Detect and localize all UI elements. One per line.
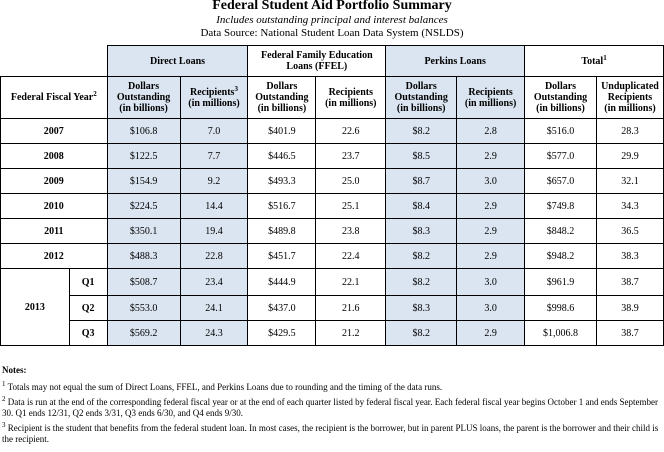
- cell-total-dollars: $1,006.8: [525, 321, 597, 346]
- cell-dl-dollars: $488.3: [107, 244, 180, 269]
- footnote-text: Recipient is the student that benefits from the federal student loan. In most cases, the recipient is the borrower, but in parent PLUS loans, the parent is the borrower and their child is the recipient.: [2, 423, 659, 444]
- cell-ffel-recipients: 21.2: [316, 321, 386, 346]
- cell-perkins-recipients: 2.9: [457, 194, 525, 219]
- cell-ffel-recipients: 23.8: [316, 219, 386, 244]
- cell-dl-recipients: 23.4: [180, 269, 248, 296]
- blank-corner: [1, 46, 108, 77]
- cell-perkins-recipients: 2.9: [457, 219, 525, 244]
- cell-dl-dollars: $106.8: [107, 119, 180, 144]
- table-row: [1, 194, 664, 219]
- cell-ffel-recipients: 22.4: [316, 244, 386, 269]
- cell-ffel-dollars: $446.5: [248, 144, 316, 169]
- cell-dl-recipients: 19.4: [180, 219, 248, 244]
- cell-dl-recipients: 22.8: [180, 244, 248, 269]
- row-year: 2011: [1, 219, 108, 244]
- cell-ffel-dollars: $401.9: [248, 119, 316, 144]
- page-title: Federal Student Aid Portfolio Summary: [212, 0, 452, 13]
- page-subtitle: Includes outstanding principal and interest balances: [216, 14, 448, 26]
- table-row: [1, 119, 664, 144]
- group-header-total: Total$^1$: [525, 46, 664, 77]
- footnote-marker: 3: [2, 421, 6, 429]
- row-year: 2008: [1, 144, 108, 169]
- cell-dl-dollars: $553.0: [107, 296, 180, 321]
- cell-total-dollars: $848.2: [525, 219, 597, 244]
- cell-ffel-dollars: $437.0: [248, 296, 316, 321]
- cell-ffel-dollars: $451.7: [248, 244, 316, 269]
- cell-perkins-dollars: $8.7: [386, 169, 457, 194]
- col-header-total-unduplicated: Unduplicated Recipients (in millions): [596, 77, 663, 119]
- table-row: [1, 269, 664, 296]
- cell-total-dollars: $998.6: [525, 296, 597, 321]
- cell-perkins-recipients: 3.0: [457, 269, 525, 296]
- cell-perkins-recipients: 2.9: [457, 144, 525, 169]
- cell-ffel-recipients: 25.0: [316, 169, 386, 194]
- table-row: [1, 169, 664, 194]
- table-row: [1, 244, 664, 269]
- footnote-1: [2, 382, 662, 393]
- cell-perkins-recipients: 2.9: [457, 321, 525, 346]
- cell-perkins-recipients: 3.0: [457, 296, 525, 321]
- row-quarter: Q1: [69, 269, 107, 296]
- footnote-text: Totals may not equal the sum of Direct Loans, FFEL, and Perkins Loans due to rounding and the timing of the data runs.: [7, 382, 443, 392]
- cell-dl-dollars: $350.1: [107, 219, 180, 244]
- col-header-dl-recipients: Recipients$^3$ (in millions): [180, 77, 248, 119]
- cell-perkins-recipients: 2.8: [457, 119, 525, 144]
- cell-total-recipients: 28.3: [596, 119, 663, 144]
- col-header-perkins-recipients: Recipients (in millions): [457, 77, 525, 119]
- cell-dl-dollars: $508.7: [107, 269, 180, 296]
- table-row: [1, 321, 664, 346]
- row-year: 2012: [1, 244, 108, 269]
- cell-ffel-dollars: $493.3: [248, 169, 316, 194]
- cell-dl-dollars: $224.5: [107, 194, 180, 219]
- cell-dl-recipients: 24.3: [180, 321, 248, 346]
- cell-total-recipients: 29.9: [596, 144, 663, 169]
- cell-total-recipients: 38.7: [596, 321, 663, 346]
- cell-ffel-recipients: 22.6: [316, 119, 386, 144]
- cell-dl-dollars: $569.2: [107, 321, 180, 346]
- cell-total-recipients: 32.1: [596, 169, 663, 194]
- cell-ffel-dollars: $489.8: [248, 219, 316, 244]
- col-header-ffel-recipients: Recipients (in millions): [316, 77, 386, 119]
- cell-perkins-dollars: $8.4: [386, 194, 457, 219]
- cell-ffel-recipients: 22.1: [316, 269, 386, 296]
- cell-perkins-dollars: $8.2: [386, 244, 457, 269]
- col-header-ffel-dollars: Dollars Outstanding (in billions): [248, 77, 316, 119]
- col-header-perkins-dollars: Dollars Outstanding (in billions): [386, 77, 457, 119]
- row-year: 2009: [1, 169, 108, 194]
- footnote-text: Data is run at the end of the corresponding federal fiscal year or at the end of each quarter listed by federal fiscal year. Each federal fiscal year begins October 1 and ends September 30. Q1 ends 12/31, Q2 ends 3/31, Q3 ends 6/30, and Q4 ends 9/30.: [2, 397, 658, 418]
- cell-total-dollars: $749.8: [525, 194, 597, 219]
- cell-dl-recipients: 7.0: [180, 119, 248, 144]
- group-header-ffel: Federal Family Education Loans (FFEL): [248, 46, 386, 77]
- footnote-marker: 1: [2, 380, 6, 388]
- cell-ffel-recipients: 25.1: [316, 194, 386, 219]
- cell-total-recipients: 38.7: [596, 269, 663, 296]
- cell-total-dollars: $961.9: [525, 269, 597, 296]
- cell-perkins-dollars: $8.2: [386, 321, 457, 346]
- cell-total-dollars: $577.0: [525, 144, 597, 169]
- table-row: [1, 296, 664, 321]
- group-header-direct: Direct Loans: [107, 46, 248, 77]
- cell-total-dollars: $948.2: [525, 244, 597, 269]
- cell-perkins-dollars: $8.5: [386, 144, 457, 169]
- cell-perkins-dollars: $8.3: [386, 219, 457, 244]
- cell-perkins-dollars: $8.2: [386, 119, 457, 144]
- cell-ffel-recipients: 23.7: [316, 144, 386, 169]
- cell-total-recipients: 38.3: [596, 244, 663, 269]
- cell-perkins-recipients: 3.0: [457, 169, 525, 194]
- cell-dl-recipients: 9.2: [180, 169, 248, 194]
- row-year: 2010: [1, 194, 108, 219]
- cell-perkins-dollars: $8.2: [386, 269, 457, 296]
- footnote-marker: 2: [2, 395, 6, 403]
- cell-total-dollars: $657.0: [525, 169, 597, 194]
- cell-ffel-recipients: 21.6: [316, 296, 386, 321]
- cell-ffel-dollars: $516.7: [248, 194, 316, 219]
- cell-dl-dollars: $154.9: [107, 169, 180, 194]
- cell-perkins-recipients: 2.9: [457, 244, 525, 269]
- cell-total-recipients: 34.3: [596, 194, 663, 219]
- col-header-dl-dollars: Dollars Outstanding (in billions): [107, 77, 180, 119]
- cell-total-recipients: 36.5: [596, 219, 663, 244]
- row-quarter: Q2: [69, 296, 107, 321]
- cell-total-dollars: $516.0: [525, 119, 597, 144]
- footnote-2: [2, 397, 662, 419]
- portfolio-table: [0, 45, 664, 346]
- table-row: [1, 219, 664, 244]
- footnote-3: [2, 423, 662, 445]
- cell-dl-dollars: $122.5: [107, 144, 180, 169]
- row-year: 2007: [1, 119, 108, 144]
- group-header-perkins: Perkins Loans: [386, 46, 525, 77]
- year-column-header: Federal Fiscal Year$^2$: [1, 77, 108, 119]
- cell-dl-recipients: 14.4: [180, 194, 248, 219]
- cell-ffel-dollars: $429.5: [248, 321, 316, 346]
- col-header-total-dollars: Dollars Outstanding (in billions): [525, 77, 597, 119]
- table-row: [1, 144, 664, 169]
- cell-perkins-dollars: $8.3: [386, 296, 457, 321]
- cell-ffel-dollars: $444.9: [248, 269, 316, 296]
- cell-dl-recipients: 24.1: [180, 296, 248, 321]
- row-quarter: Q3: [69, 321, 107, 346]
- cell-dl-recipients: 7.7: [180, 144, 248, 169]
- cell-total-recipients: 38.9: [596, 296, 663, 321]
- notes-section: [2, 365, 662, 449]
- data-source: Data Source: National Student Loan Data System (NSLDS): [200, 27, 464, 39]
- row-year: 2013: [1, 269, 70, 346]
- notes-heading: Notes:: [2, 365, 27, 375]
